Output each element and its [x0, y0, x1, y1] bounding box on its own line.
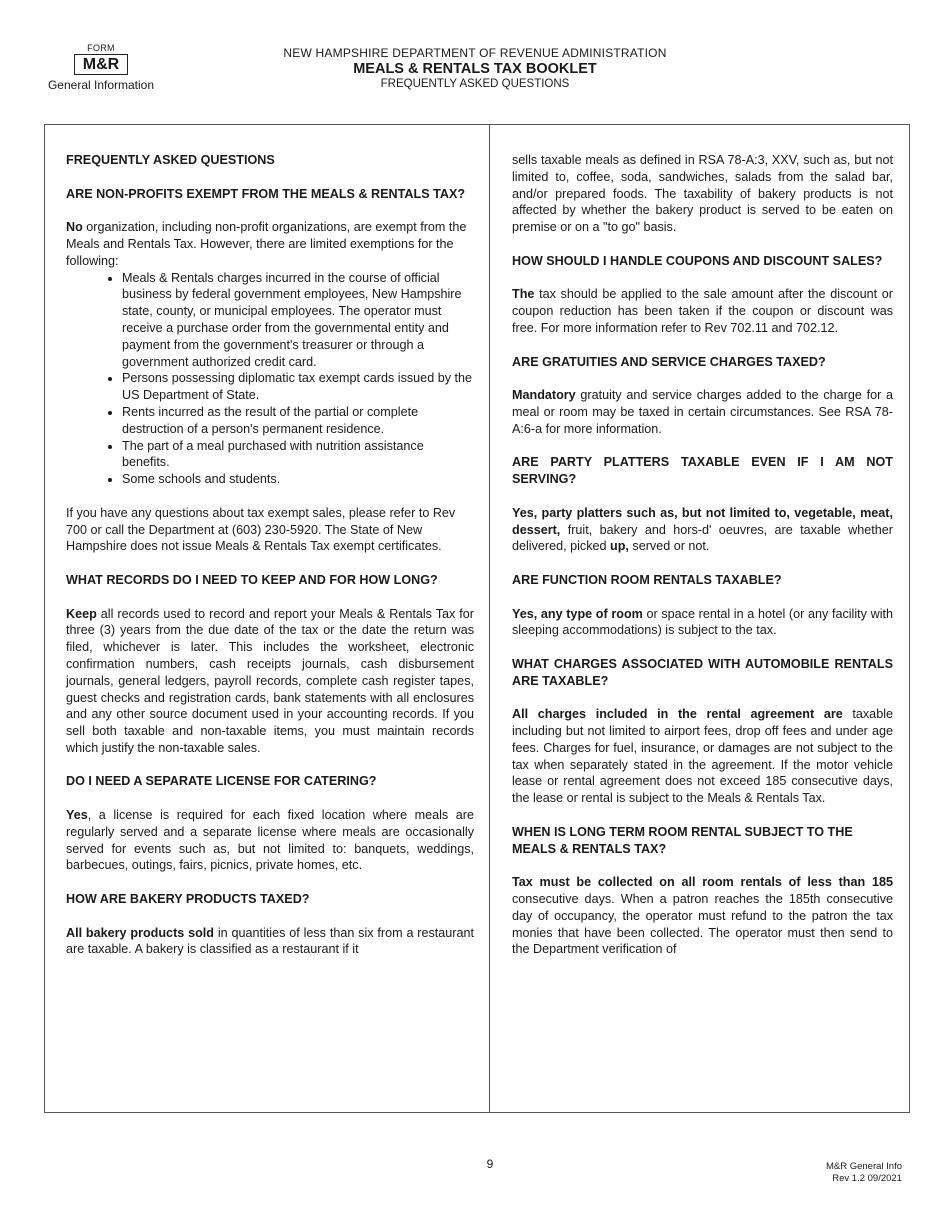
question-heading: ARE PARTY PLATTERS TAXABLE EVEN IF I AM NOT SERVING? [512, 455, 893, 487]
answer-emphasis: up, [610, 539, 629, 554]
question-heading: HOW ARE BAKERY PRODUCTS TAXED? [66, 892, 310, 907]
faq-heading: FREQUENTLY ASKED QUESTIONS [66, 153, 275, 167]
list-item: • Rents incurred as the result of the partial or complete destruction of a person's permanent residence. [122, 404, 474, 438]
left-column [66, 152, 474, 975]
answer-lead: No [66, 220, 83, 235]
form-subtitle: General Information [47, 78, 155, 92]
question-heading: WHAT RECORDS DO I NEED TO KEEP AND FOR HOW LONG? [66, 572, 438, 587]
page-number: 9 [486, 1157, 494, 1171]
answer-text: in quantities of less than six from a restaurant are taxable. A bakery is classified as a restaurant if it [66, 925, 474, 957]
page-title: MEALS & RENTALS TAX BOOKLET [353, 61, 597, 77]
question-heading: WHAT CHARGES ASSOCIATED WITH AUTOMOBILE RENTALS ARE TAXABLE? [512, 656, 893, 688]
answer-paragraph [512, 606, 893, 640]
answer-lead: All charges included in the rental agreement are [512, 707, 843, 722]
question-heading: HOW SHOULD I HANDLE COUPONS AND DISCOUNT SALES? [512, 253, 883, 268]
question-heading: DO I NEED A SEPARATE LICENSE FOR CATERING? [66, 774, 377, 789]
form-label: FORM [87, 43, 115, 53]
answer-text: consecutive days. When a patron reaches the 185th consecutive day of occupancy, the operator must refund to the patron the tax monies that have been collected. The operator must then send to the Department verification of [512, 892, 893, 957]
answer-text: , a license is required for each fixed location where meals are regularly served and a separate license where meals are occasionally served for events such as, but not limited to: banquets, weddings, barbecues, outings, fairs, picnics, private homes, etc. [66, 808, 474, 873]
question-heading: ARE NON-PROFITS EXEMPT FROM THE MEALS & RENTALS TAX? [66, 186, 466, 201]
answer-text: gratuity and service charges added to the charge for a meal or room may be taxed in certain circumstances. See RSA 78-A:6-a for more information. [512, 388, 893, 436]
answer-paragraph [66, 219, 474, 269]
answer-text: served or not. [628, 539, 710, 554]
answer-text: organization, including non-profit organizations, are exempt from the Meals and Rentals Tax. However, there are limited exemptions for the following: [66, 220, 467, 268]
answer-paragraph [66, 925, 474, 959]
answer-text: fruit, bakery and hors-d' oeuvres, are taxable whether delivered, picked [512, 522, 893, 554]
right-column [512, 152, 893, 975]
answer-lead: The [512, 287, 535, 302]
answer-lead: Tax must be collected on all room rentals of less than 185 [512, 875, 893, 890]
answer-paragraph [66, 807, 474, 874]
answer-lead: Keep [66, 606, 97, 621]
form-code: M&R [74, 54, 128, 75]
answer-text: or space rental in a hotel (or any facility with sleeping accommodations) is subject to the tax. [512, 606, 893, 638]
revision-label: Rev 1.2 09/2021 [832, 1173, 902, 1184]
answer-paragraph [512, 706, 893, 807]
list-item: • Some schools and students. [122, 471, 474, 488]
answer-text: tax should be applied to the sale amount after the discount or coupon reduction has been taken if the coupon or discount was free. For more information refer to Rev 702.11 and 702.12. [512, 287, 893, 335]
answer-paragraph [512, 505, 893, 555]
form-id-block [40, 43, 162, 92]
list-item: • The part of a meal purchased with nutrition assistance benefits. [122, 438, 474, 472]
answer-paragraph: sells taxable meals as defined in RSA 78-A:3, XXV, such as, but not limited to, coffee, soda, sandwiches, salads from the salad bar, and/or prepared foods. The taxability of bakery products is not affected by whether the bakery product is served to be eaten on premise or on a "to go" basis. [512, 153, 893, 235]
answer-lead: Yes, party platters such as, but not limited to, vegetable, meat, dessert, [512, 505, 893, 537]
document-name: M&R General Info [825, 1161, 902, 1172]
answer-text: taxable including but not limited to airport fees, drop off fees and under age fees. Charges for fuel, insurance, or damages are not subject to the tax when separately stated in the agreement. If the motor vehicle lease or rental agreement does not exceed 185 consecutive days, the lease or rental is subject to the Meals & Rentals Tax. [512, 707, 893, 806]
answer-lead: Yes [66, 808, 88, 823]
answer-paragraph [512, 286, 893, 336]
question-heading: ARE FUNCTION ROOM RENTALS TAXABLE? [512, 572, 782, 587]
answer-paragraph: If you have any questions about tax exempt sales, please refer to Rev 700 or call the Department at (603) 230-5920. The State of New Hampshire does not issue Meals & Rentals Tax exempt certificates. [66, 505, 456, 554]
answer-text: all records used to record and report your Meals & Rentals Tax for three (3) years from the due date of the tax or the date the return was filed, whichever is later. This includes the worksheet, electronic confirmation numbers, cash receipts journals, cash disbursement journals, general ledgers, payroll records, complete cash register tapes, guest checks and registration cards, bank statements with all enclosures and any other source document used in your accounting records. If you sell both taxable and non-taxable items, you must maintain records which justify the non-taxable sales. [66, 606, 474, 755]
document-revision [826, 1161, 902, 1185]
column-divider [489, 124, 490, 1113]
answer-paragraph [66, 606, 474, 757]
list-item: • Persons possessing diplomatic tax exempt cards issued by the US Department of State. [122, 370, 474, 404]
page-header [180, 46, 770, 90]
answer-lead: All bakery products sold [66, 925, 214, 940]
answer-lead: Yes, any type of room [512, 606, 643, 621]
answer-paragraph [512, 874, 893, 958]
question-heading: ARE GRATUITIES AND SERVICE CHARGES TAXED? [512, 354, 826, 369]
exemption-list [66, 270, 474, 488]
answer-lead: Mandatory [512, 388, 576, 403]
question-heading: WHEN IS LONG TERM ROOM RENTAL SUBJECT TO THE MEALS & RENTALS TAX? [512, 824, 853, 856]
answer-paragraph [512, 387, 893, 437]
page-subtitle: FREQUENTLY ASKED QUESTIONS [380, 78, 570, 90]
list-item: • Meals & Rentals charges incurred in the course of official business by federal government employees, New Hampshire state, county, or municipal employees. The operator must receive a purchase order from the governmental entity and payment from the government's treasurer or through a government authorized credit card. [122, 270, 474, 371]
department-name: NEW HAMPSHIRE DEPARTMENT OF REVENUE ADMINISTRATION [283, 46, 667, 60]
